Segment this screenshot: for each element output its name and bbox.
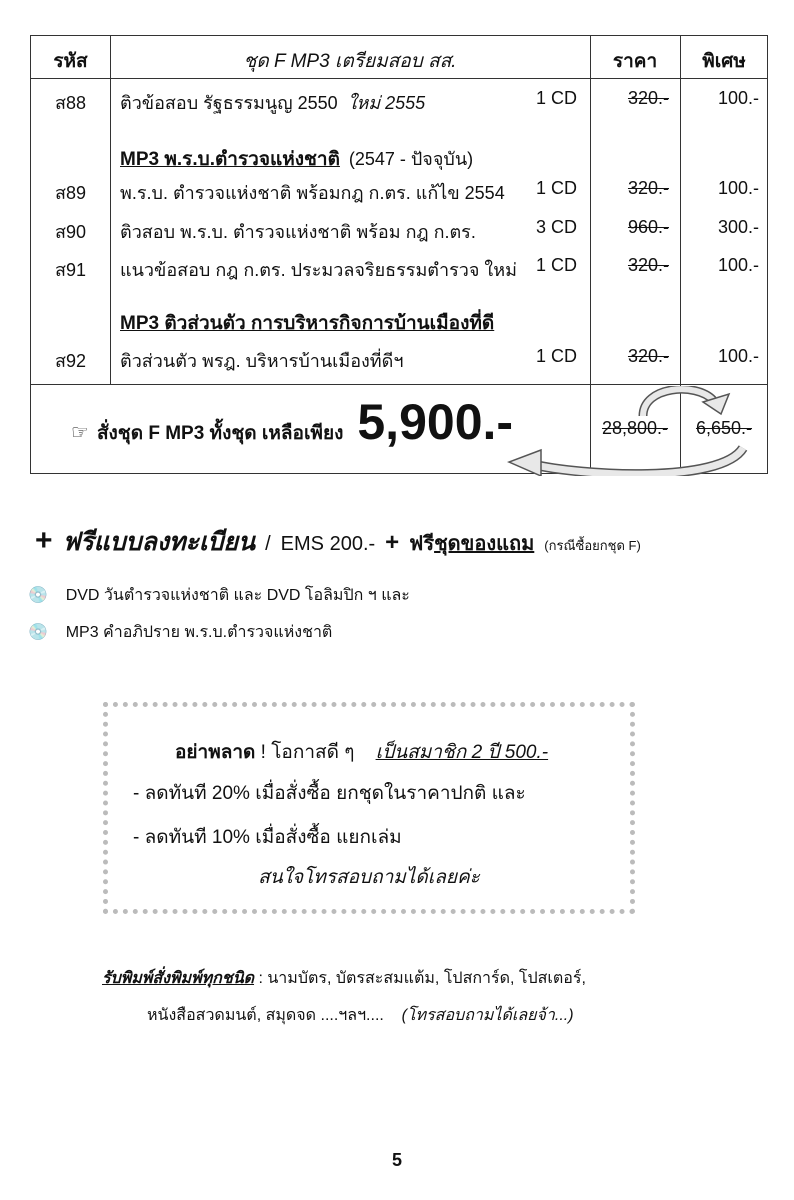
plus-icon: + <box>385 529 400 556</box>
plus-icon: + <box>35 524 53 557</box>
row-price: 320.- <box>627 346 669 366</box>
printing-contact: (โทรสอบถามได้เลยจ้า...) <box>401 1007 574 1024</box>
row-special: 100.- <box>717 255 759 275</box>
section-heading: MP3 ติวส่วนตัว การบริหารกิจการบ้านเมืองที่ดี <box>120 313 495 334</box>
section-title: MP3 พ.ร.บ.ตำรวจแห่งชาติ <box>120 149 340 170</box>
row-desc: พ.ร.บ. ตำรวจแห่งชาติ พร้อมกฎ ก.ตร. แก้ไข 2554 <box>120 183 505 203</box>
row-desc: ติวสอบ พ.ร.บ. ตำรวจแห่งชาติ พร้อม กฎ ก.ตร. <box>120 222 476 242</box>
row-special: 100.- <box>717 346 759 366</box>
row-price: 320.- <box>627 178 669 198</box>
row-code: ส92 <box>54 351 86 371</box>
row-desc: แนวข้อสอบ กฎ ก.ตร. ประมวลจริยธรรมตำรวจ ใหม่ <box>120 260 517 280</box>
promo-membership: เป็นสมาชิก 2 ปี 500.- <box>375 742 549 763</box>
printing-line-2 <box>147 1003 574 1028</box>
row-price: 320.- <box>627 255 669 275</box>
list-item <box>28 620 332 645</box>
promo-headline <box>175 737 548 767</box>
row-code: ส89 <box>54 183 86 203</box>
row-special: 100.- <box>717 88 759 108</box>
printing-title: รับพิมพ์สั่งพิมพ์ทุกชนิด <box>102 970 255 987</box>
free-prefix: ฟรี <box>409 533 435 555</box>
list-item-text: MP3 คำอภิปราย พ.ร.บ.ตำรวจแห่งชาติ <box>65 624 333 641</box>
row-qty: 1 CD <box>535 255 577 275</box>
total-label: สั่งชุด F MP3 ทั้งชุด เหลือเพียง <box>96 423 344 444</box>
row-qty: 1 CD <box>535 346 577 366</box>
promo-item: - ลดทันที 20% เมื่อสั่งซื้อ ยกชุดในราคาปกติ และ <box>133 783 526 804</box>
header-title: ชุด F MP3 เตรียมสอบ สส. <box>243 51 457 72</box>
printing-items-2: หนังสือสวดมนต์, สมุดจด ....ฯลฯ.... <box>147 1007 384 1024</box>
header-code: รหัส <box>53 51 88 72</box>
row-code: ส90 <box>54 222 86 242</box>
disc-icon: 💿 <box>28 587 48 604</box>
free-offer-line <box>35 522 641 562</box>
free-registration: ฟรีแบบลงทะเบียน <box>62 528 256 556</box>
promo-footer: สนใจโทรสอบถามได้เลยค่ะ <box>258 867 480 888</box>
row-price: 960.- <box>627 217 669 237</box>
total-amount: 5,900.- <box>357 394 514 450</box>
section-heading <box>120 144 473 174</box>
promo-item: - ลดทันที 10% เมื่อสั่งซื้อ แยกเล่ม <box>133 827 402 848</box>
total-row <box>71 394 513 450</box>
free-gift-set: ชุดของแถม <box>434 533 535 555</box>
separator: / <box>265 533 271 555</box>
promo-bold: อย่าพลาด <box>175 742 256 763</box>
price-table <box>30 35 768 474</box>
printing-line-1 <box>102 966 586 991</box>
pointing-hand-icon: ☞ <box>71 422 89 444</box>
ems-price: EMS 200.- <box>280 533 376 555</box>
list-item <box>28 583 410 608</box>
row-special: 100.- <box>717 178 759 198</box>
row-desc: ติวข้อสอบ รัฐธรรมนูญ 2550 <box>120 93 338 113</box>
row-price: 320.- <box>627 88 669 108</box>
row-qty: 1 CD <box>535 178 577 198</box>
header-price: ราคา <box>612 51 658 72</box>
page-number: 5 <box>391 1150 402 1170</box>
list-item-text: DVD วันตำรวจแห่งชาติ และ DVD โอลิมปิก ฯ และ <box>65 587 410 604</box>
row-qty: 3 CD <box>535 217 577 237</box>
header-special: พิเศษ <box>702 51 746 72</box>
row-special: 300.- <box>717 217 759 237</box>
row-desc-italic: ใหม่ 2555 <box>347 93 426 113</box>
printing-items: : นามบัตร, บัตรสะสมแต้ม, โปสการ์ด, โปสเตอร์, <box>254 970 586 987</box>
promo-rest: ! โอกาสดี ๆ <box>260 742 355 763</box>
free-note: (กรณีซื้อยกชุด F) <box>544 538 641 553</box>
total-price: 28,800.- <box>601 418 669 438</box>
row-qty: 1 CD <box>535 88 577 108</box>
row-code: ส88 <box>54 93 86 113</box>
row-desc: ติวส่วนตัว พรฎ. บริหารบ้านเมืองที่ดีฯ <box>120 351 404 371</box>
total-special: 6,650.- <box>695 418 753 438</box>
section-note: (2547 - ปัจจุบัน) <box>348 149 474 169</box>
disc-icon: 💿 <box>28 624 48 641</box>
row-code: ส91 <box>54 260 86 280</box>
